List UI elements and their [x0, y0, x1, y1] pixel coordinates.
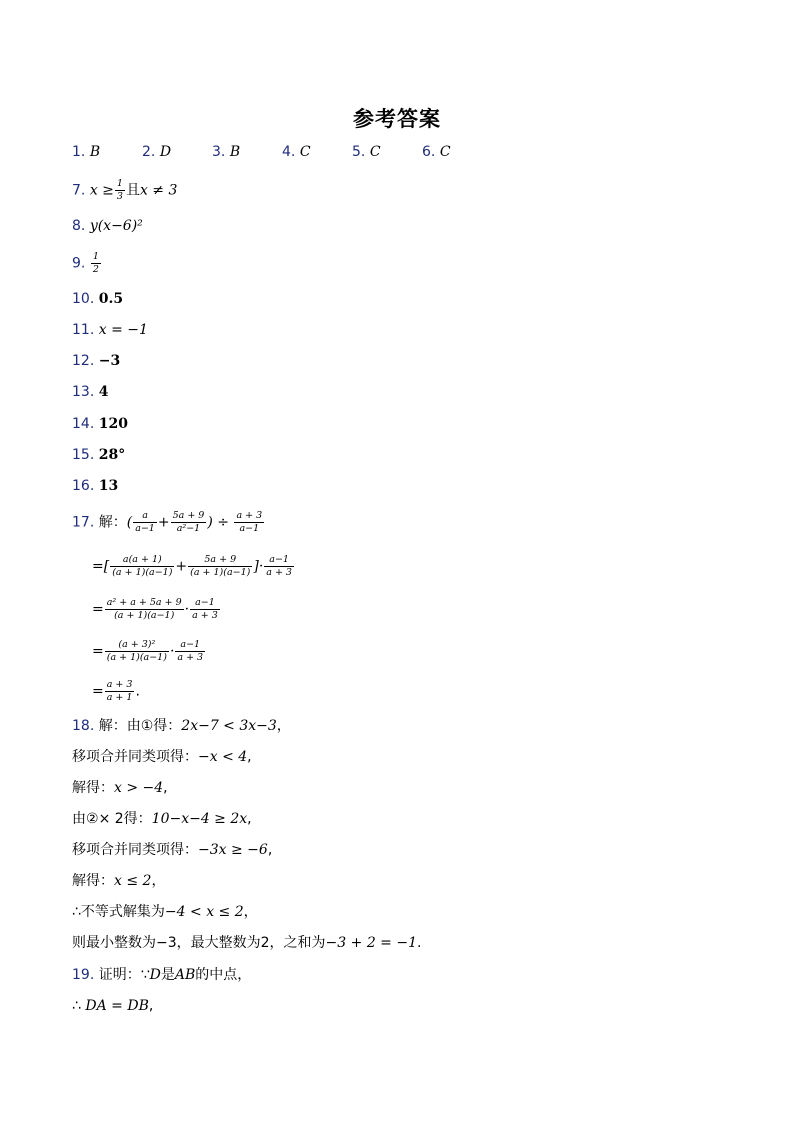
question-number: 5. — [352, 144, 366, 160]
math-text: −3 + 2 = −1 — [325, 935, 417, 951]
answer-9 — [72, 251, 102, 276]
answer-13 — [72, 382, 108, 402]
question-number: 7. — [72, 182, 86, 199]
text: 的中点， — [195, 967, 252, 983]
answer-18-line-4 — [72, 809, 252, 829]
punctuation: ， — [151, 873, 166, 889]
fraction: $\frac{a + 3}{a-1}$ — [236, 510, 263, 534]
operator: · — [169, 643, 175, 660]
text: 解得： — [72, 873, 114, 889]
text: × 2得： — [98, 811, 152, 827]
answer-value: 0.5 — [98, 291, 124, 307]
bracket: ] — [253, 558, 259, 575]
text: 且 — [125, 182, 140, 199]
question-number: 1. — [72, 144, 86, 160]
fraction: $\frac{a-1}{a + 3}$ — [192, 597, 218, 621]
answer-value: 4 — [98, 384, 109, 400]
answer-11 — [72, 320, 148, 340]
question-number: 4. — [282, 144, 296, 160]
answer-18-line-6 — [72, 871, 165, 891]
answer-value: C — [299, 144, 311, 160]
text: 解得： — [72, 780, 114, 796]
question-number: 8. — [72, 218, 86, 234]
fraction: $\frac{a(a + 1)}{(a + 1)(a-1)}$ — [112, 554, 173, 578]
answer-value: −3 — [98, 353, 121, 369]
answer-value: C — [369, 144, 381, 160]
mc-answer-6 — [422, 144, 451, 160]
operator: = — [92, 643, 104, 660]
fraction: $\frac{5a + 9}{\text{a²−1}}$ — [172, 510, 205, 534]
question-number: 14. — [72, 416, 95, 432]
operator: ÷ — [217, 514, 230, 531]
answer-18-line-5 — [72, 840, 272, 860]
answer-17-line-5 — [92, 679, 140, 704]
answer-17-line-4 — [92, 639, 206, 664]
operator: = — [92, 683, 104, 700]
punctuation: , — [247, 811, 252, 827]
question-number: 11. — [72, 322, 95, 338]
fraction: $\frac{a-1}{a + 3}$ — [266, 554, 292, 578]
answer-value: C — [439, 144, 451, 160]
answer-7 — [72, 178, 177, 203]
answer-value: x = −1 — [98, 322, 148, 338]
operator: + — [175, 558, 188, 575]
math-text: x ≥ — [89, 182, 114, 199]
math-text: −x < 4 — [198, 749, 248, 765]
fraction: $\frac{\text{a² + a + 5a + 9}}{(a + 1)(a-1)}$ — [106, 597, 182, 621]
operator: = — [92, 601, 104, 618]
answer-8 — [72, 216, 143, 236]
bracket: [ — [103, 558, 110, 575]
operator: · — [184, 601, 190, 618]
question-number: 9. — [72, 255, 86, 272]
answer-14 — [72, 414, 128, 434]
answer-18-line-1 — [72, 716, 291, 736]
operator: + — [157, 514, 170, 531]
question-number: 6. — [422, 144, 436, 160]
fraction: $\frac{\text{(a + 3)²}}{(a + 1)(a-1)}$ — [106, 639, 167, 663]
punctuation: , — [163, 780, 168, 796]
fraction: $\frac{a}{a-1}$ — [135, 510, 155, 534]
math-text: 2x−7 < 3x−3 — [181, 718, 277, 734]
fraction: $\frac{1}{2}$ — [92, 251, 99, 275]
math-text: x > −4 — [114, 780, 164, 796]
fraction: $\frac{5a + 9}{(a + 1)(a-1)}$ — [190, 554, 251, 578]
math-text: −4 < x ≤ 2 — [164, 904, 244, 920]
question-number: 12. — [72, 353, 95, 369]
text: 由 — [72, 811, 86, 827]
answer-17-line-2 — [92, 554, 295, 579]
answer-value: D — [159, 144, 172, 160]
answer-value: 120 — [98, 416, 128, 432]
operator: = — [92, 558, 104, 575]
circled-number: ① — [140, 718, 154, 734]
bracket: ) — [207, 514, 213, 531]
math-text: D — [149, 967, 161, 983]
text: 移项合并同类项得： — [72, 842, 198, 858]
page-title: 参考答案 — [353, 107, 441, 131]
punctuation: . — [417, 935, 422, 951]
answer-15 — [72, 445, 125, 465]
question-number: 13. — [72, 384, 95, 400]
mc-answer-2 — [142, 144, 171, 160]
text: ∴ — [72, 998, 81, 1014]
math-text: −3x ≥ −6 — [198, 842, 268, 858]
question-number: 3. — [212, 144, 226, 160]
question-number: 19. — [72, 967, 95, 983]
text: 得： — [153, 718, 182, 734]
answer-17-line-3 — [92, 597, 221, 622]
text: 移项合并同类项得： — [72, 749, 198, 765]
text: 解：由 — [98, 718, 141, 734]
answer-value: 13 — [98, 478, 119, 494]
answer-16 — [72, 476, 118, 496]
answer-12 — [72, 351, 120, 371]
punctuation: , — [148, 998, 154, 1014]
fraction: $\frac{a + 3}{a + 1}$ — [106, 679, 133, 703]
question-number: 10. — [72, 291, 95, 307]
mc-answer-5 — [352, 144, 381, 160]
punctuation: ， — [243, 904, 258, 920]
answer-18-line-3 — [72, 778, 168, 798]
solution-label: 解： — [98, 514, 127, 531]
question-number: 16. — [72, 478, 95, 494]
mc-answer-3 — [212, 144, 240, 160]
punctuation: , — [247, 749, 252, 765]
circled-number: ② — [86, 811, 99, 827]
math-text: 10−x−4 ≥ 2x — [151, 811, 248, 827]
math-text: AB — [174, 967, 196, 983]
answer-value: y(x−6)² — [89, 218, 143, 234]
answer-10 — [72, 289, 123, 309]
math-text: DA = DB — [85, 998, 149, 1014]
mc-answer-1 — [72, 144, 100, 160]
operator: · — [258, 558, 264, 575]
fraction: $\frac{a-1}{a + 3}$ — [177, 639, 204, 663]
fraction: $\frac{1}{3}$ — [116, 178, 123, 202]
text: 证明：∵ — [98, 967, 150, 983]
punctuation: . — [135, 683, 140, 700]
answer-19-line-2 — [72, 996, 153, 1016]
mc-answer-4 — [282, 144, 311, 160]
answer-18-line-2 — [72, 747, 252, 767]
answer-19-line-1 — [72, 965, 251, 985]
answer-value: B — [229, 144, 241, 160]
text: 则最小整数为−3，最大整数为2，之和为 — [72, 935, 326, 951]
question-number: 15. — [72, 447, 95, 463]
math-text: x ≠ 3 — [139, 182, 178, 199]
answer-18-line-7 — [72, 902, 258, 922]
question-number: 2. — [142, 144, 156, 160]
answer-18-line-8 — [72, 933, 421, 953]
answer-value: B — [89, 144, 101, 160]
math-text: x ≤ 2 — [114, 873, 152, 889]
bracket: ( — [126, 514, 133, 531]
text: ∴不等式解集为 — [72, 904, 165, 920]
text: 是 — [160, 967, 175, 983]
question-number: 18. — [72, 718, 95, 734]
punctuation: , — [267, 842, 273, 858]
question-number: 17. — [72, 514, 95, 531]
answer-17-line-1 — [72, 510, 265, 535]
punctuation: ， — [276, 718, 291, 734]
answer-value: 28° — [98, 447, 126, 463]
